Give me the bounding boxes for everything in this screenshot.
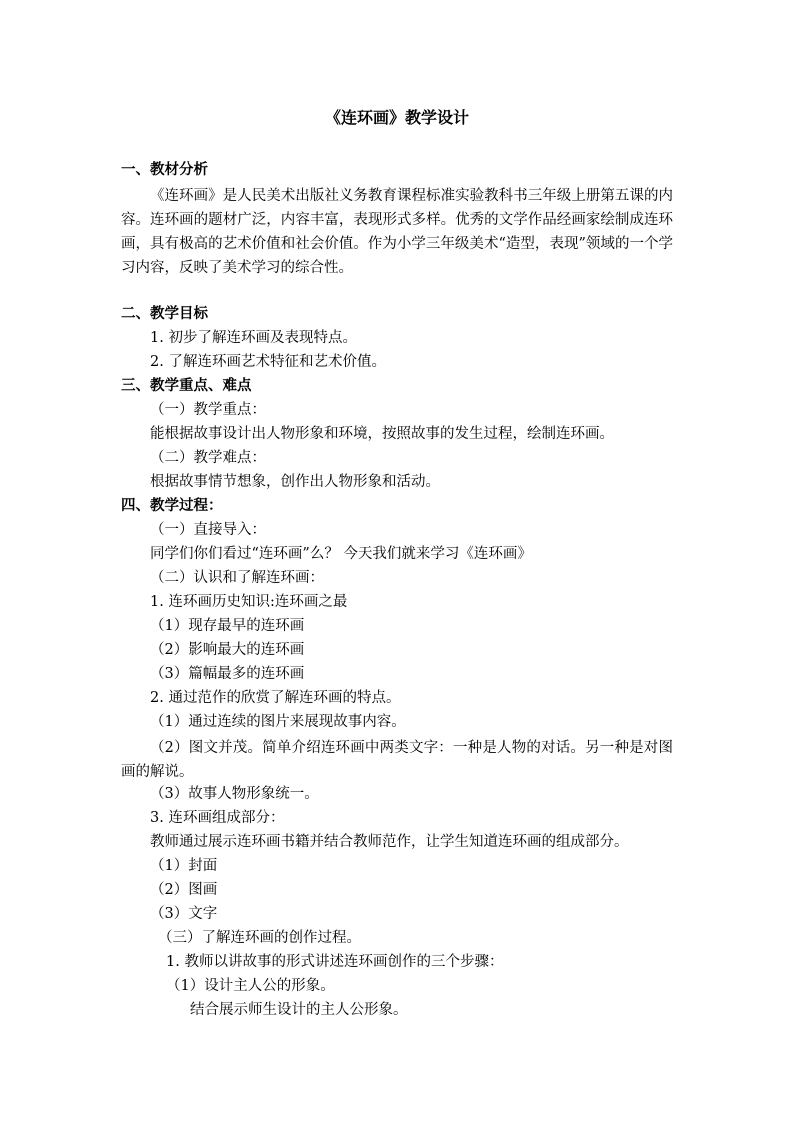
intro-text: 同学们你们看过“连环画”么？ 今天我们就来学习《连环画》	[150, 546, 532, 562]
step-item: （1）设计主人公的形象。	[166, 978, 335, 994]
difficulty-label: （二）教学难点：	[150, 450, 266, 466]
key-point-text: 能根据故事设计出人物形象和环境，按照故事的发生过程，绘制连环画。	[150, 426, 614, 442]
parts-text: 教师通过展示连环画书籍并结合教师范作，让学生知道连环画的组成部分。	[150, 834, 629, 850]
section-heading-objectives: 二、教学目标	[121, 305, 208, 322]
feature-item-wrapped: （2）图文并茂。简单介绍连环画中两类文字：一种是人物的对话。另一种是对图画的解说。	[121, 740, 673, 780]
document-title: 《连环画》教学设计	[324, 108, 469, 127]
list-item: （1）封面	[150, 858, 218, 874]
objective-item: 1. 初步了解连环画及表现特点。	[150, 330, 357, 346]
intro-label: （一）直接导入：	[150, 522, 266, 538]
materials-paragraph: 《连环画》是人民美术出版社义务教育课程标准实验教科书三年级上册第五课的内容。连环画的题材广泛，内容丰富，表现形式多样。优秀的文学作品经画家绘制成连环画，具有极高的艺术价值和社会价值。作为小学三年级美术“造型，表现”领域的一个学习内容，反映了美术学习的综合性。	[121, 188, 673, 276]
section-heading-materials: 一、教材分析	[121, 161, 208, 178]
list-item: （2）图画	[150, 882, 218, 898]
history-item: 1. 连环画历史知识:连环画之最	[150, 594, 348, 610]
list-item: （3）篇幅最多的连环画	[150, 666, 305, 682]
features-item: 2. 通过范作的欣赏了解连环画的特点。	[150, 690, 401, 706]
steps-item: 1. 教师以讲故事的形式讲述连环画创作的三个步骤：	[166, 954, 504, 970]
objective-item: 2. 了解连环画艺术特征和艺术价值。	[150, 354, 386, 370]
difficulty-text: 根据故事情节想象，创作出人物形象和活动。	[150, 474, 440, 490]
parts-item: 3. 连环画组成部分：	[150, 810, 285, 826]
list-item: （1）现存最早的连环画	[150, 618, 305, 634]
part2-label: （二）认识和了解连环画：	[150, 570, 324, 586]
list-item: （2）影响最大的连环画	[150, 642, 305, 658]
feature-item: （1）通过连续的图片来展现故事内容。	[150, 714, 406, 730]
feature-item: （3）故事人物形象统一。	[150, 786, 319, 802]
key-point-label: （一）教学重点：	[150, 402, 266, 418]
part3-label: （三）了解连环画的创作过程。	[158, 930, 361, 946]
step-detail: 结合展示师生设计的主人公形象。	[190, 1002, 408, 1018]
list-item: （3）文字	[150, 906, 218, 922]
section-heading-process: 四、教学过程：	[121, 497, 223, 514]
section-heading-key-points: 三、教学重点、难点	[121, 377, 252, 394]
